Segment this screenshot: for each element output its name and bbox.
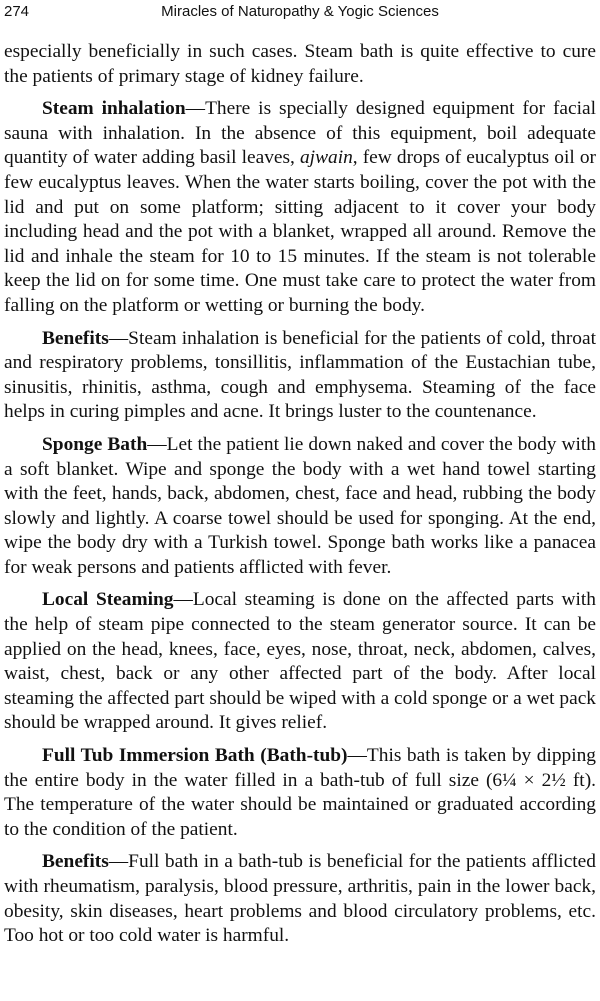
section-heading: Full Tub Immersion Bath (Bath-tub)	[42, 745, 348, 767]
paragraph-text: especially beneficially in such cases. Steam bath is quite effective to cure the patients of primary stage of kidney failure.	[4, 41, 596, 87]
paragraph-text: —There is specially designed equipment for facial sauna with inhalation. In the absence of this equipment, boil adequate quantity of water adding basil leaves,	[4, 98, 596, 169]
section-heading: Benefits	[42, 327, 109, 349]
section-heading: Steam inhalation	[42, 98, 186, 120]
paragraph-text: —Local steaming is done on the affected parts with the help of steam pipe connected to the steam generator source. It can be applied on the head, knees, face, eyes, nose, throat, neck, abdomen, calves, waist, chest, back or any other affected part of the body. After local steaming the affected part should be wiped with a cold sponge or a wet pack should be wrapped around. It gives relief.	[4, 589, 597, 734]
page-number: 274	[4, 3, 30, 20]
body-text	[4, 40, 596, 949]
running-title: Miracles of Naturopathy & Yogic Sciences	[161, 3, 439, 20]
paragraph-kidney-continuation	[4, 40, 596, 89]
section-heading: Benefits	[42, 851, 109, 873]
paragraph-italic-term: ajwain	[299, 147, 353, 169]
paragraph-inhalation-benefits	[4, 327, 596, 425]
page-header	[4, 0, 596, 24]
paragraph-text: —Let the patient lie down naked and cover the body with a soft blanket. Wipe and sponge the body with a wet hand towel starting with the feet, hands, back, abdomen, chest, face and head, rubbing the body slowly and lightly. A coarse towel should be used for sponging. At the end, wipe the body dry with a Turkish towel. Sponge bath works like a panacea for weak persons and patients afflicted with fever.	[4, 433, 596, 578]
paragraph-text: , few drops of eucalyptus oil or few eucalyptus leaves. When the water starts boiling, cover the pot with the lid and put on some platform; sitting adjacent to it cover your body including head and the pot with a blanket, wrapped all around. Remove the lid and inhale the steam for 10 to 15 minutes. If the steam is not tolerable keep the lid on for some time. One must take care to protect the water from falling on the platform or wetting or burning the body.	[4, 147, 596, 316]
section-heading: Sponge Bath	[42, 433, 148, 455]
paragraph-text: —Steam inhalation is beneficial for the patients of cold, throat and respiratory problems, tonsillitis, inflammation of the Eustachian tube, sinusitis, rhinitis, asthma, cough and emphysema. Steaming of the face helps in curing pimples and acne. It brings luster to the countenance.	[4, 327, 596, 423]
paragraph-steam-inhalation	[4, 97, 596, 318]
section-heading: Local Steaming	[42, 589, 174, 611]
paragraph-tub-benefits	[4, 850, 596, 948]
paragraph-full-tub-bath	[4, 744, 596, 842]
paragraph-text: —This bath is taken by dipping the entire body in the water filled in a bath-tub of full size (6¼ × 2½ ft). The temperature of the water should be maintained or graduated according to the condition of the patient.	[4, 745, 596, 840]
paragraph-text: —Full bath in a bath-tub is beneficial for the patients afflicted with rheumatism, paralysis, blood pressure, arthritis, pain in the lower back, obesity, skin diseases, heart problems and blood circulatory problems, etc. Too hot or too cold water is harmful.	[4, 851, 596, 947]
paragraph-local-steaming	[4, 588, 596, 736]
paragraph-sponge-bath	[4, 433, 596, 581]
